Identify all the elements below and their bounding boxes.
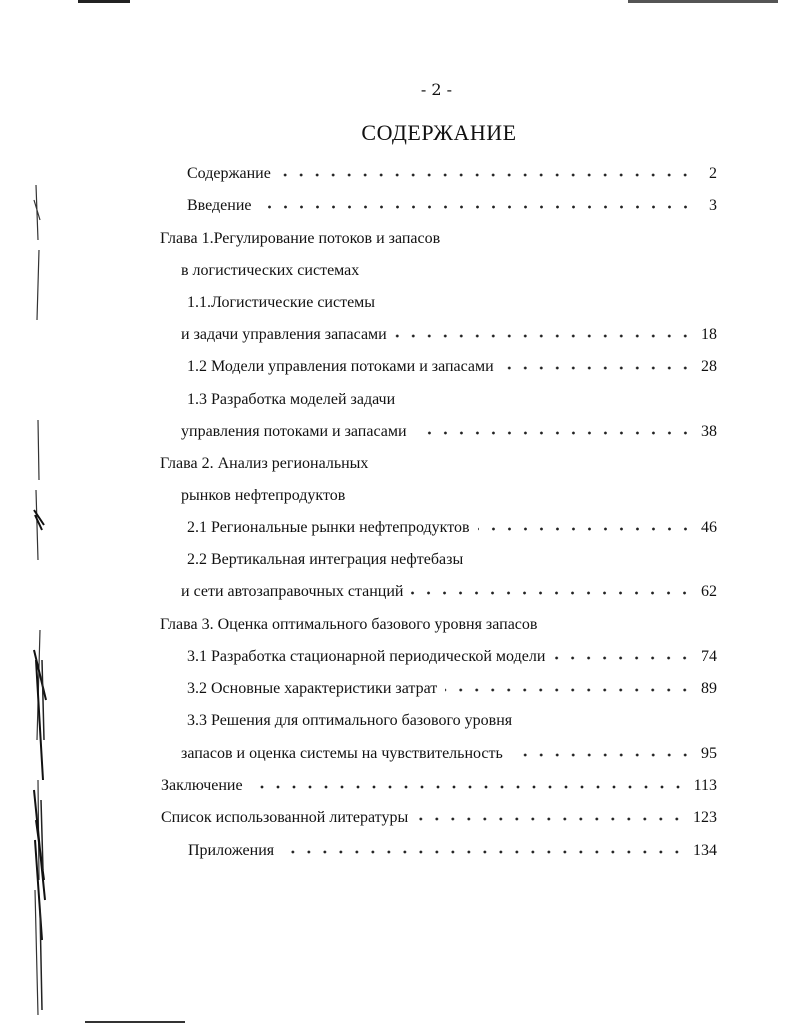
dot-leader [282, 849, 685, 855]
toc-entry-text: управления потоками и запасами [181, 423, 407, 440]
toc-entry [181, 737, 717, 763]
toc-entry-text: 2.2 Вертикальная интеграция нефтебазы [187, 551, 464, 568]
toc-chapter-heading [181, 254, 701, 280]
toc-entry [187, 672, 717, 698]
toc-entry [187, 511, 717, 537]
toc-entry-page: 2 [709, 165, 717, 182]
dot-leader [511, 752, 693, 758]
toc-entry-page: 3 [709, 197, 717, 214]
toc-entry-text: Содержание [187, 165, 271, 182]
toc-entry-text: 3.2 Основные характеристики затрат [187, 680, 438, 697]
toc-entry-text: 3.3 Решения для оптимального базового уровня [187, 712, 513, 729]
toc-entry [181, 415, 717, 441]
toc-entry-page: 62 [701, 583, 717, 600]
toc-entry [187, 704, 707, 730]
dot-leader [445, 687, 693, 693]
toc-chapter-heading [160, 447, 720, 473]
toc-entry-text: 1.3 Разработка моделей задачи [187, 391, 396, 408]
toc-entry-text: рынков нефтепродуктов [181, 487, 346, 504]
toc-entry-text: Глава 2. Анализ региональных [160, 455, 369, 472]
toc-entry [187, 286, 707, 312]
toc-entry-text: Заключение [161, 777, 243, 794]
toc-entry-text: Глава 1.Регулирование потоков и запасов [160, 230, 441, 247]
toc-chapter-heading [181, 479, 701, 505]
toc-entry-text: в логистических системах [181, 262, 360, 279]
page-title: СОДЕРЖАНИЕ [361, 120, 517, 145]
toc-entry [161, 801, 717, 827]
toc-entry-text: Введение [187, 197, 252, 214]
dot-leader [411, 590, 693, 596]
toc-entry [188, 834, 717, 860]
dot-leader [502, 365, 693, 371]
toc-entry [181, 318, 717, 344]
dot-leader [416, 816, 685, 822]
toc-entry-page: 18 [701, 326, 717, 343]
toc-entry [187, 189, 717, 215]
toc-entry [181, 575, 717, 601]
dot-leader [279, 172, 693, 178]
toc-entry-text: 3.1 Разработка стационарной периодической модели [187, 648, 546, 665]
toc-entry-page: 74 [701, 648, 717, 665]
toc-entry-text: и задачи управления запасами [181, 326, 387, 343]
dot-leader [415, 430, 693, 436]
toc-entry-text: 1.1.Логистические системы [187, 294, 376, 311]
toc-chapter-heading [160, 608, 720, 634]
toc-entry-page: 28 [701, 358, 717, 375]
toc-entry-text: 2.1 Региональные рынки нефтепродуктов [187, 519, 470, 536]
dot-leader [395, 333, 693, 339]
toc-entry-text: 1.2 Модели управления потоками и запасами [187, 358, 494, 375]
toc-entry-page: 46 [701, 519, 717, 536]
toc-entry [187, 640, 717, 666]
toc-entry-page: 123 [693, 809, 717, 826]
toc-entry-page: 113 [693, 777, 717, 794]
toc-entry-text: и сети автозаправочных станций [181, 583, 404, 600]
toc-entry [187, 383, 707, 409]
toc-entry-text: запасов и оценка системы на чувствительность [181, 745, 503, 762]
page-number: - 2 - [420, 80, 453, 99]
toc-entry [187, 543, 707, 569]
toc-entry-page: 95 [701, 745, 717, 762]
toc-entry-text: Приложения [188, 842, 275, 859]
toc-entry-text: Список использованной литературы [161, 809, 409, 826]
toc-chapter-heading [160, 222, 720, 248]
toc-entry-page: 134 [693, 842, 717, 859]
toc-entry [187, 157, 717, 183]
dot-leader [478, 526, 693, 532]
toc-entry-page: 89 [701, 680, 717, 697]
toc-entry-text: Глава 3. Оценка оптимального базового уровня запасов [160, 616, 538, 633]
toc-entry-page: 38 [701, 423, 717, 440]
dot-leader [260, 204, 694, 210]
toc-entry [187, 350, 717, 376]
toc-entry [161, 769, 717, 795]
dot-leader [251, 784, 686, 790]
dot-leader [553, 655, 693, 661]
